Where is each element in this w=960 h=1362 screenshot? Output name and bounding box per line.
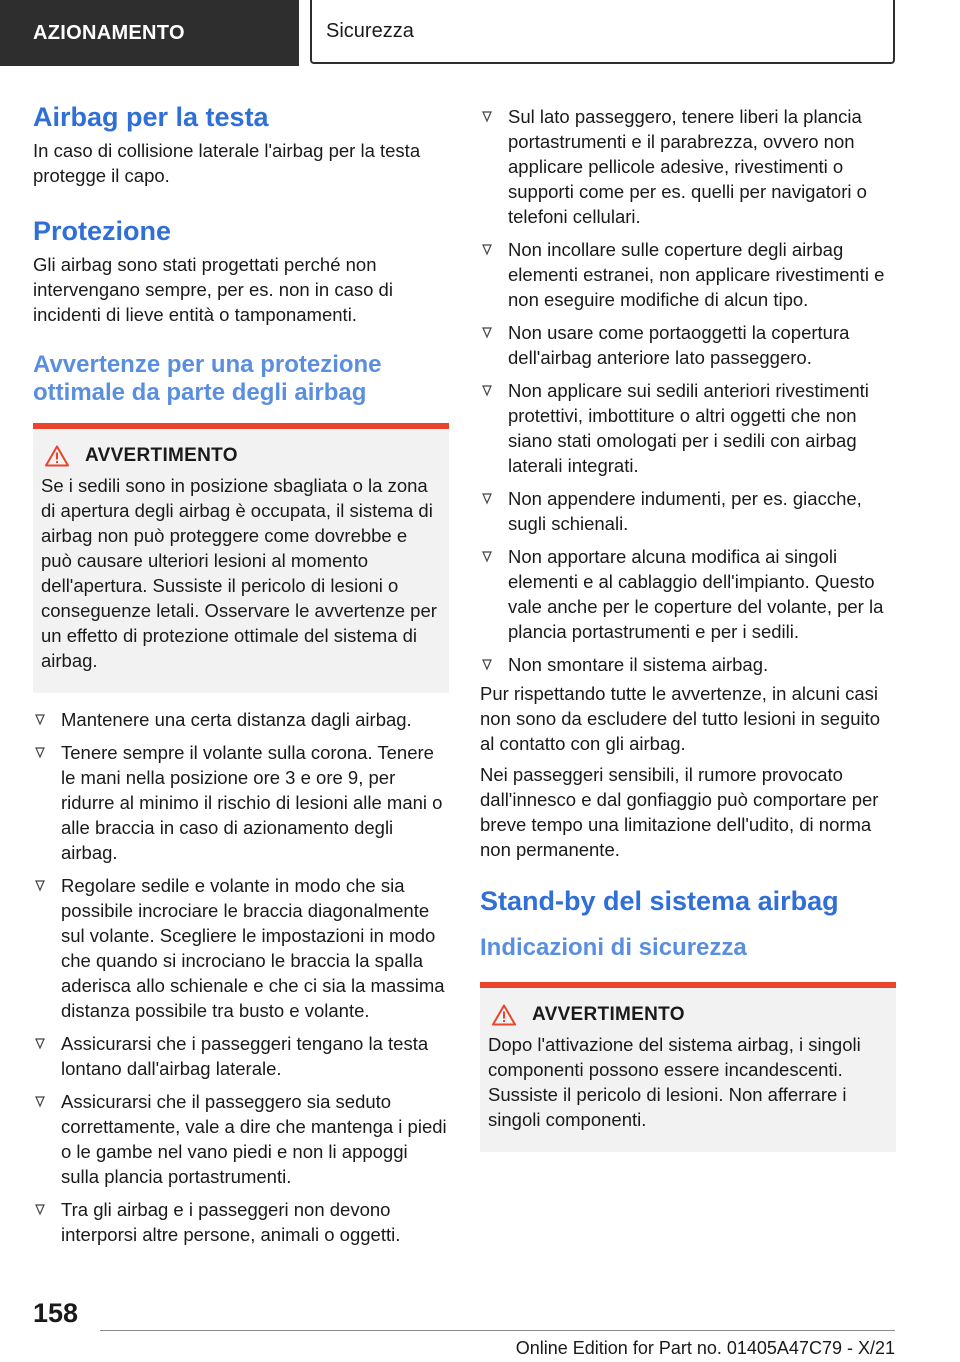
footer-divider bbox=[100, 1330, 895, 1331]
triangle-bullet-icon bbox=[35, 1038, 45, 1050]
triangle-bullet-icon bbox=[35, 1096, 45, 1108]
text-paragraph: Nei passeggeri sensibili, il rumore provocato dall'innesco e dal gonfiaggio può comportare per breve tempo una limitazione dell'udito, di norma non permanente. bbox=[480, 764, 879, 860]
triangle-bullet-icon bbox=[35, 1204, 45, 1216]
list-item: Sul lato passeggero, tenere liberi la plancia portastrumenti e il parabrezza, ovvero non applicare pellicole adesive, rivestimenti o supporti come per es. quelli per navigatori o telefoni cellulari. bbox=[480, 104, 896, 229]
list-item: Non applicare sui sedili anteriori rivestimenti protettivi, imbottiture o altri oggetti che non siano stati omologati per i sedili con airbag laterali integrati. bbox=[480, 378, 896, 478]
warning-title: AVVERTIMENTO bbox=[85, 445, 238, 466]
triangle-bullet-icon bbox=[35, 714, 45, 726]
warning-header bbox=[41, 445, 441, 467]
footer-edition: Online Edition for Part no. 01405A47C79 - X/21 bbox=[515, 1338, 895, 1358]
warning-text: Se i sedili sono in posizione sbagliata o la zona di apertura degli airbag è occupata, il sistema di airbag non può proteggere come dovrebbe e può causare ulteriori lesioni al momento dell'apertura. Sussiste il pericolo di lesioni o conseguenze letali. Osservare le avvertenze per un effetto di protezione ottimale del sistema di airbag. bbox=[41, 475, 437, 671]
right-column bbox=[480, 104, 896, 1166]
warning-text: Dopo l'attivazione del sistema airbag, i singoli componenti possono essere incandescenti. Sussiste il pericolo di lesioni. Non afferrare i singoli componenti. bbox=[488, 1034, 861, 1130]
triangle-bullet-icon bbox=[482, 327, 492, 339]
warning-triangle-icon bbox=[492, 1004, 516, 1026]
heading-safety: Indicazioni di sicurezza bbox=[480, 934, 747, 961]
bullet-list bbox=[33, 707, 449, 1247]
warning-box bbox=[33, 423, 449, 693]
left-column bbox=[33, 100, 449, 1255]
section-tab: AZIONAMENTO bbox=[0, 0, 299, 66]
warning-title: AVVERTIMENTO bbox=[532, 1004, 685, 1025]
list-item: Non incollare sulle coperture degli airbag elementi estranei, non applicare rivestimenti e non eseguire modifiche di alcun tipo. bbox=[480, 237, 896, 312]
list-item: Tenere sempre il volante sulla corona. Tenere le mani nella posizione ore 3 e ore 9, per ridurre al minimo il rischio di lesioni alle mani o alle braccia in caso di azionamento degli airbag. bbox=[33, 740, 449, 865]
page-number: 158 bbox=[33, 1298, 79, 1328]
triangle-bullet-icon bbox=[482, 659, 492, 671]
heading-standby: Stand-by del sistema airbag bbox=[480, 886, 839, 916]
triangle-bullet-icon bbox=[482, 111, 492, 123]
text-protection: Gli airbag sono stati progettati perché non intervengano sempre, per es. non in caso di incidenti di lieve entità o tamponamenti. bbox=[33, 254, 393, 325]
warning-header bbox=[488, 1004, 888, 1026]
triangle-bullet-icon bbox=[482, 551, 492, 563]
heading-protection: Protezione bbox=[33, 216, 172, 246]
list-item: Non smontare il sistema airbag. bbox=[480, 652, 896, 677]
list-item: Tra gli airbag e i passeggeri non devono interporsi altre persone, animali o oggetti. bbox=[33, 1197, 449, 1247]
triangle-bullet-icon bbox=[482, 385, 492, 397]
warning-box bbox=[480, 982, 896, 1152]
page-header bbox=[0, 0, 960, 66]
heading-warnings: Avvertenze per una protezione ottimale da parte degli airbag bbox=[33, 351, 382, 406]
triangle-bullet-icon bbox=[482, 493, 492, 505]
triangle-bullet-icon bbox=[35, 747, 45, 759]
bullet-list bbox=[480, 104, 896, 677]
text-head-airbag: In caso di collisione laterale l'airbag per la testa protegge il capo. bbox=[33, 140, 421, 186]
list-item: Assicurarsi che il passeggero sia seduto correttamente, vale a dire che mantenga i piedi o le gambe nel vano piedi e non li appoggi sulla plancia portastrumenti. bbox=[33, 1089, 449, 1189]
warning-triangle-icon bbox=[45, 445, 69, 467]
list-item: Non usare come portaoggetti la copertura dell'airbag anteriore lato passeggero. bbox=[480, 320, 896, 370]
list-item: Non appendere indumenti, per es. giacche, sugli schienali. bbox=[480, 486, 896, 536]
list-item: Mantenere una certa distanza dagli airbag. bbox=[33, 707, 449, 732]
heading-head-airbag: Airbag per la testa bbox=[33, 102, 269, 132]
triangle-bullet-icon bbox=[35, 880, 45, 892]
chapter-tab: Sicurezza bbox=[310, 0, 895, 64]
list-item: Regolare sedile e volante in modo che sia possibile incrociare le braccia diagonalmente sul volante. Scegliere le impostazioni in modo che quando si incrociano le braccia la spalla aderisca allo schienale e che ci sia la massima distanza possibile tra busto e volante. bbox=[33, 873, 449, 1023]
list-item: Assicurarsi che i passeggeri tengano la testa lontano dall'airbag laterale. bbox=[33, 1031, 449, 1081]
text-paragraph: Pur rispettando tutte le avvertenze, in alcuni casi non sono da escludere del tutto lesioni in seguito al contatto con gli airbag. bbox=[480, 683, 881, 754]
list-item: Non apportare alcuna modifica ai singoli elementi e al cablaggio dell'impianto. Questo vale anche per le coperture del volante, per la plancia portastrumenti e per i sedili. bbox=[480, 544, 896, 644]
triangle-bullet-icon bbox=[482, 244, 492, 256]
